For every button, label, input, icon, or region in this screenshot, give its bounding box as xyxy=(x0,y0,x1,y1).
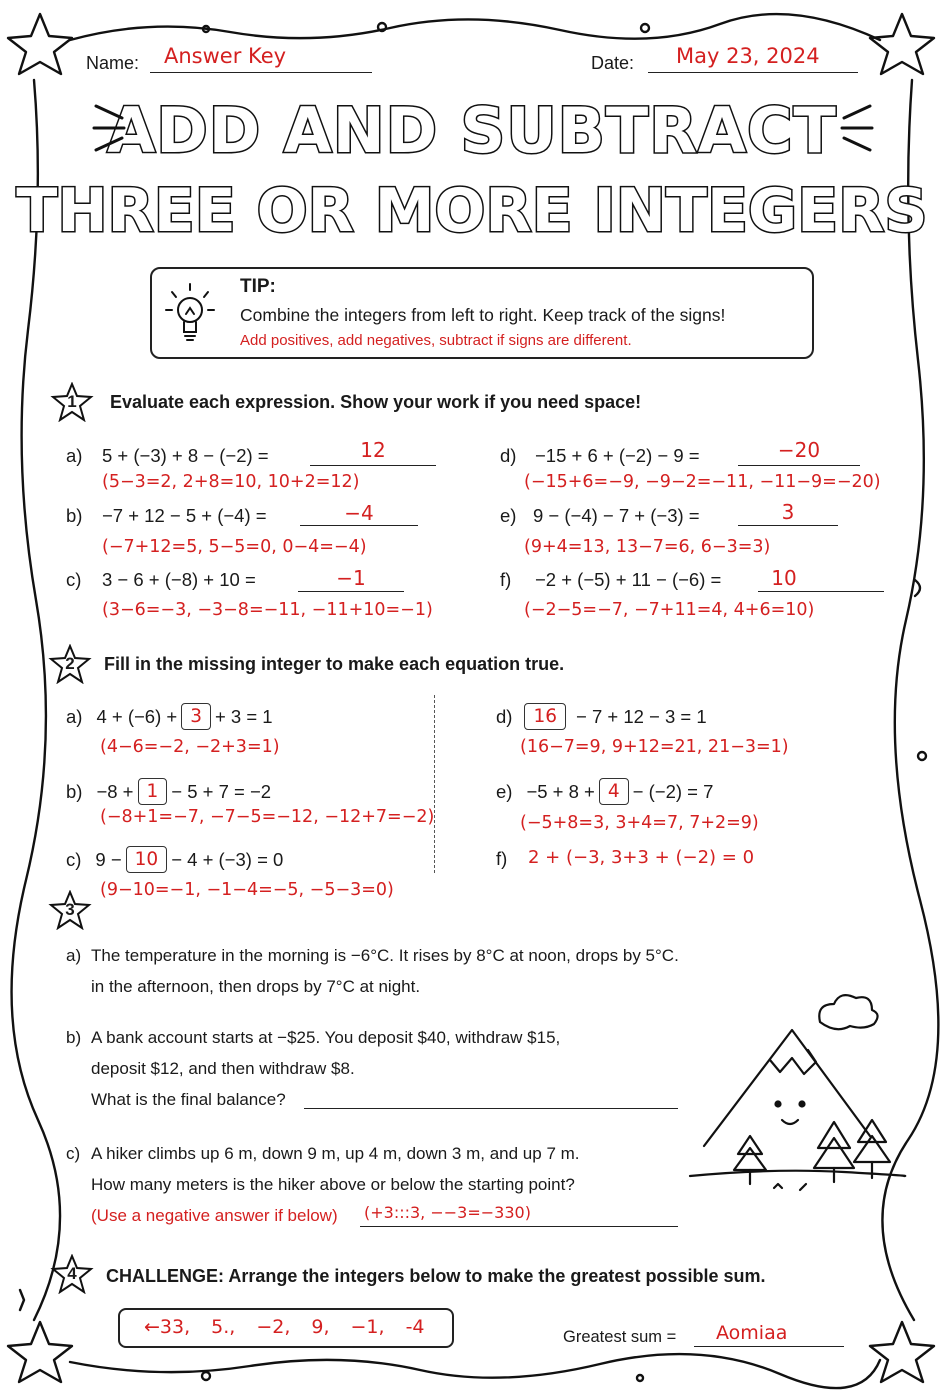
q1f-label: f) xyxy=(500,569,512,590)
section-4-badge: 4 xyxy=(50,1254,94,1294)
q1d-answer-line xyxy=(738,465,860,466)
q2b-label: b) xyxy=(66,780,83,802)
section-2-badge: 2 xyxy=(48,644,92,684)
q1a-work: (5−3=2, 2+8=10, 10+2=12) xyxy=(102,472,360,492)
q1b-expression: −7 + 12 − 5 + (−4) = xyxy=(102,505,267,526)
q1d-expression: −15 + 6 + (−2) − 9 = xyxy=(535,445,700,466)
integers-list xyxy=(144,1316,425,1338)
q2b-row xyxy=(66,778,271,805)
q2f-answer[interactable]: 2 + (−3, 3+3 + (−2) = 0 xyxy=(528,847,755,868)
q1b-label: b) xyxy=(66,505,83,526)
q1a-answer-line xyxy=(310,465,436,466)
q2e-answer-box[interactable]: 4 xyxy=(599,778,629,805)
section-2-instruction: Fill in the missing integer to make each equation true. xyxy=(104,654,565,674)
q1d-label: d) xyxy=(500,445,517,466)
q2e-after: − (−2) = 7 xyxy=(632,780,714,802)
title-line-2: THREE OR MORE INTEGERS xyxy=(16,176,928,246)
q1e-work: (9+4=13, 13−7=6, 6−3=3) xyxy=(524,537,771,557)
q1e-answer[interactable]: 3 xyxy=(781,500,795,524)
sparkle-right-icon xyxy=(818,98,874,160)
q1d-answer[interactable]: −20 xyxy=(777,438,821,462)
mountain-illustration xyxy=(684,986,914,1206)
q1c-label: c) xyxy=(66,569,82,590)
integer-item: −2, xyxy=(256,1316,291,1338)
name-underline xyxy=(150,72,372,73)
q2d-row xyxy=(496,703,707,730)
q2e-label: e) xyxy=(496,780,513,802)
q2d-after: − 7 + 12 − 3 = 1 xyxy=(576,705,707,727)
q3b-line2: deposit $12, and then withdraw $8. xyxy=(91,1059,355,1078)
greatest-sum-label: Greatest sum = xyxy=(563,1328,677,1346)
section-1-badge: 1 xyxy=(50,382,94,422)
tip-note: Add positives, add negatives, subtract if signs are different. xyxy=(240,332,632,349)
lightbulb-icon xyxy=(164,280,220,350)
q1a-expression: 5 + (−3) + 8 − (−2) = xyxy=(102,445,269,466)
q1b-answer[interactable]: −4 xyxy=(344,501,374,525)
q2b-after: − 5 + 7 = −2 xyxy=(171,780,272,802)
q1f-expression: −2 + (−5) + 11 − (−6) = xyxy=(535,569,722,590)
section-3-badge: 3 xyxy=(48,890,92,930)
q2d-label: d) xyxy=(496,705,513,727)
q2e-work: (−5+8=3, 3+4=7, 7+2=9) xyxy=(520,813,759,833)
section-4-instruction: CHALLENGE: Arrange the integers below to make the greatest possible sum. xyxy=(106,1266,766,1286)
integer-item: −1, xyxy=(350,1316,385,1338)
q3a-line2: in the afternoon, then drops by 7°C at night. xyxy=(91,977,421,996)
q1b-answer-line xyxy=(300,525,418,526)
q1e-label: e) xyxy=(500,505,517,526)
date-label: Date: xyxy=(591,53,635,73)
q3a-label: a) xyxy=(66,946,82,965)
q3b-label: b) xyxy=(66,1028,82,1047)
integer-item: -4 xyxy=(405,1316,425,1338)
q1c-expression: 3 − 6 + (−8) + 10 = xyxy=(102,569,256,590)
q3c-answer[interactable]: (+3:::3, −−3=−330) xyxy=(364,1203,531,1222)
q2a-work: (4−6=−2, −2+3=1) xyxy=(100,737,280,757)
date-value[interactable]: May 23, 2024 xyxy=(676,44,820,68)
q1e-expression: 9 − (−4) − 7 + (−3) = xyxy=(533,505,700,526)
q2a-answer-box[interactable]: 3 xyxy=(181,703,211,730)
q1a-answer[interactable]: 12 xyxy=(360,438,386,462)
greatest-sum-value[interactable]: Aomiaa xyxy=(716,1322,788,1344)
section-1-instruction: Evaluate each expression. Show your work if you need space! xyxy=(110,392,642,412)
title-line-1: ADD AND SUBTRACT xyxy=(107,94,837,167)
q3c-answer-line xyxy=(360,1226,678,1227)
q3c-line2: How many meters is the hiker above or below the starting point? xyxy=(91,1175,575,1194)
q2c-after: − 4 + (−3) = 0 xyxy=(171,848,284,870)
q2c-label: c) xyxy=(66,848,82,870)
q1d-work: (−15+6=−9, −9−2=−11, −11−9=−20) xyxy=(524,472,881,492)
q2a-before: 4 + (−6) + xyxy=(96,705,178,727)
q3b-line1: A bank account starts at −$25. You deposit $40, withdraw $15, xyxy=(91,1028,561,1047)
q2e-row xyxy=(496,778,713,805)
q3b-line3: What is the final balance? xyxy=(91,1090,286,1109)
name-value[interactable]: Answer Key xyxy=(164,44,287,68)
sparkle-left-icon xyxy=(92,98,148,160)
q3c-line1: A hiker climbs up 6 m, down 9 m, up 4 m, down 3 m, and up 7 m. xyxy=(91,1144,580,1163)
q2c-work: (9−10=−1, −1−4=−5, −5−3=0) xyxy=(100,880,394,900)
q1c-work: (3−6=−3, −3−8=−11, −11+10=−1) xyxy=(102,600,433,620)
q2b-before: −8 + xyxy=(96,780,134,802)
q2a-row xyxy=(66,703,273,730)
q3b-answer-line[interactable] xyxy=(304,1108,678,1109)
tip-text: Combine the integers from left to right. Keep track of the signs! xyxy=(240,305,726,325)
q1e-answer-line xyxy=(738,525,838,526)
q2d-work: (16−7=9, 9+12=21, 21−3=1) xyxy=(520,737,789,757)
q2c-row xyxy=(66,846,283,873)
q3c-label: c) xyxy=(66,1144,81,1163)
integer-item: 9, xyxy=(311,1316,330,1338)
q2a-label: a) xyxy=(66,705,83,727)
q1a-label: a) xyxy=(66,445,83,466)
name-label: Name: xyxy=(86,53,140,73)
q1f-answer[interactable]: 10 xyxy=(771,566,797,590)
q1c-answer-line xyxy=(298,591,404,592)
q2c-before: 9 − xyxy=(95,848,122,870)
q3a-line1: The temperature in the morning is −6°C. It rises by 8°C at noon, drops by 5°C. xyxy=(91,946,679,965)
q3c-line3: (Use a negative answer if below) xyxy=(91,1206,338,1225)
tip-heading: TIP: xyxy=(240,276,276,297)
q1c-answer[interactable]: −1 xyxy=(336,566,366,590)
q1f-work: (−2−5=−7, −7+11=4, 4+6=10) xyxy=(524,600,815,620)
q1f-answer-line xyxy=(758,591,884,592)
q2a-after: + 3 = 1 xyxy=(214,705,273,727)
q1b-work: (−7+12=5, 5−5=0, 0−4=−4) xyxy=(102,537,367,557)
q2f-label: f) xyxy=(496,848,508,869)
section-2-divider xyxy=(434,695,435,873)
integer-item: ←33, xyxy=(144,1316,191,1338)
q2d-answer-box[interactable]: 16 xyxy=(524,703,566,730)
greatest-sum-line xyxy=(694,1346,844,1347)
q2e-before: −5 + 8 + xyxy=(526,780,595,802)
date-underline xyxy=(648,72,858,73)
q2c-answer-box[interactable]: 10 xyxy=(126,846,168,873)
q2b-work: (−8+1=−7, −7−5=−12, −12+7=−2) xyxy=(100,807,435,827)
integer-item: 5., xyxy=(211,1316,236,1338)
q2b-answer-box[interactable]: 1 xyxy=(138,778,168,805)
